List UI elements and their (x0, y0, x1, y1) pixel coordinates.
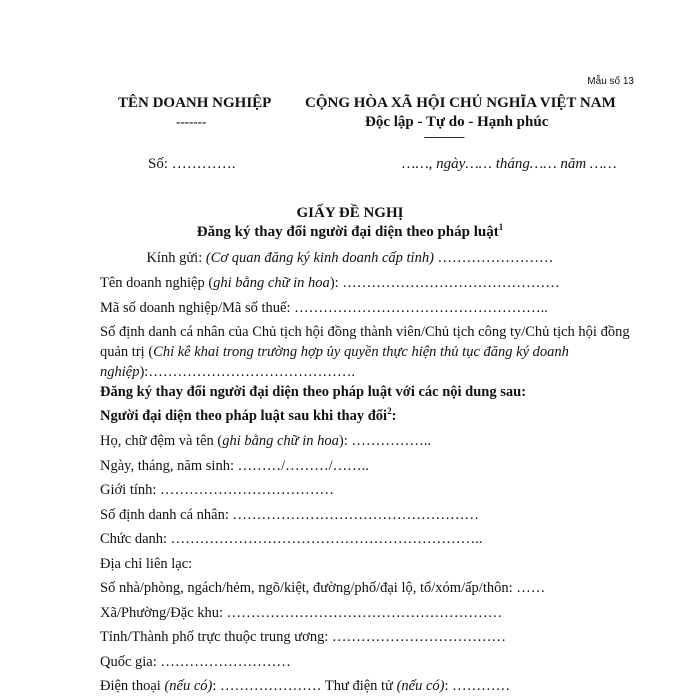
fullname-line (100, 433, 431, 450)
contact-address-label: Địa chỉ liên lạc: (100, 556, 193, 572)
personal-id-line: Số định danh cá nhân: …………………………………………… (100, 507, 479, 523)
new-rep-colon: : (391, 408, 397, 424)
document-subtitle (0, 224, 700, 241)
document-title: GIẤY ĐỀ NGHỊ (296, 205, 404, 221)
phone-email-line (100, 678, 510, 695)
new-rep-heading (100, 408, 396, 425)
gender-line: Giới tính: ……………………………… (100, 482, 335, 498)
recipient-dots: …………………… (433, 250, 554, 266)
fullname-hint: ghi bằng chữ in hoa (222, 433, 339, 449)
recipient-prefix: Kính gửi: (146, 250, 206, 266)
country-line: Quốc gia: ……………………… (100, 654, 291, 670)
chair-id-paragraph (100, 322, 660, 382)
fullname-label: Họ, chữ đệm và tên ( (100, 433, 223, 449)
subtitle-footnote: 1 (498, 222, 504, 232)
chair-id-text: Số định danh cá nhân của Chủ tịch hội đồng thành viên/Chủ tịch công ty/Chủ tịch hội đồng quản trị ( (100, 324, 630, 360)
ward-line: Xã/Phường/Đặc khu: ………………………………………………… (100, 605, 503, 621)
email-hint: (nếu có) (396, 678, 445, 694)
tax-code-line: Mã số doanh nghiệp/Mã số thuế: …………………………………………….. (100, 300, 548, 316)
recipient-agency: (Cơ quan đăng ký kinh doanh cấp tỉnh) (205, 250, 434, 266)
company-name-heading: TÊN DOANH NGHIỆP (118, 95, 272, 111)
republic-heading: CỘNG HÒA XÃ HỘI CHỦ NGHĨA VIỆT NAM (305, 95, 616, 111)
form-number: Mẫu số 13 (587, 76, 634, 87)
chair-id-hint: Chỉ kê khai trong trường hợp ủy quyền thực hiện thủ tục đăng ký doanh nghiệp (100, 344, 569, 380)
phone-hint: (nếu có) (164, 678, 213, 694)
email-dots: : ………… (444, 678, 511, 694)
company-name-line (100, 275, 560, 292)
section-heading: Đăng ký thay đổi người đại diện theo pháp luật với các nội dung sau: (100, 384, 527, 400)
new-rep-footnote: 2 (387, 406, 392, 417)
chair-id-dots: ):……………………………………. (139, 364, 355, 380)
motto: Độc lập - Tự do - Hạnh phúc (365, 114, 549, 130)
company-name-hint: ghi bằng chữ in hoa (213, 275, 330, 291)
house-line: Số nhà/phòng, ngách/hẻm, ngõ/kiệt, đường/phố/đại lộ, tổ/xóm/ấp/thôn: …… (100, 580, 546, 596)
dob-line: Ngày, tháng, năm sinh: ………/………/…….. (100, 458, 369, 474)
company-name-label: Tên doanh nghiệp ( (100, 275, 214, 291)
recipient-line (0, 250, 700, 267)
position-line: Chức danh: ……………………………………………………….. (100, 531, 483, 547)
phone-label: Điện thoại (100, 678, 165, 694)
fullname-dots: ): …………….. (338, 433, 432, 449)
motto-underline: --------------- (424, 131, 464, 143)
company-dash: ------- (176, 114, 207, 129)
date-line: ……, ngày…… tháng…… năm …… (402, 156, 617, 172)
company-name-dots: ): ……………………………………… (329, 275, 560, 291)
new-rep-heading-text: Người đại diện theo pháp luật sau khi thay đổi (100, 408, 388, 424)
document-number: Số: …………. (148, 156, 236, 172)
phone-dots: : ………………… Thư điện tử (212, 678, 397, 694)
subtitle-text: Đăng ký thay đổi người đại diện theo pháp luật (196, 224, 499, 240)
province-line: Tỉnh/Thành phố trực thuộc trung ương: ……………………………… (100, 629, 506, 645)
